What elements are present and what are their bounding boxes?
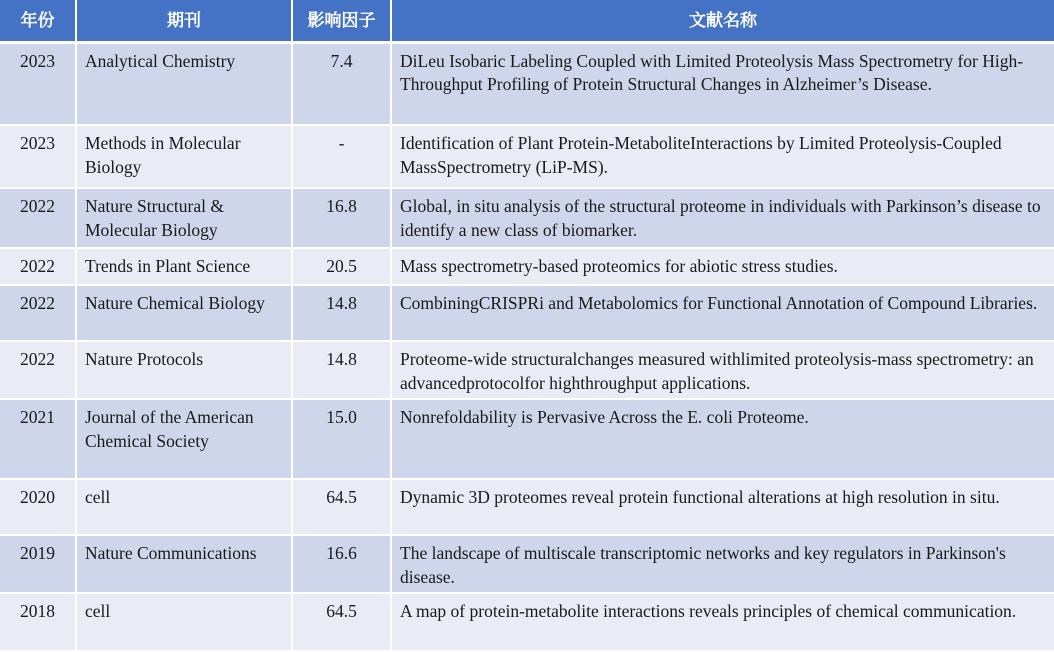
cell-impact-factor: 64.5: [292, 479, 391, 535]
cell-title: The landscape of multiscale transcriptomic networks and key regulators in Parkinson's disease.: [391, 535, 1054, 593]
cell-journal: Trends in Plant Science: [76, 248, 292, 285]
cell-title: Mass spectrometry-based proteomics for abiotic stress studies.: [391, 248, 1054, 285]
cell-journal: cell: [76, 593, 292, 651]
cell-impact-factor: 14.8: [292, 341, 391, 399]
cell-title: Dynamic 3D proteomes reveal protein functional alterations at high resolution in situ.: [391, 479, 1054, 535]
header-impact-factor: 影响因子: [292, 0, 391, 42]
cell-year: 2023: [0, 125, 76, 188]
cell-impact-factor: 16.8: [292, 188, 391, 248]
header-row: [0, 0, 1054, 42]
cell-title: Identification of Plant Protein-MetaboliteInteractions by Limited Proteolysis-Coupled MassSpectrometry (LiP-MS).: [391, 125, 1054, 188]
cell-year: 2022: [0, 248, 76, 285]
table-row: [0, 248, 1054, 285]
cell-title: Global, in situ analysis of the structural proteome in individuals with Parkinson’s disease to identify a new class of biomarker.: [391, 188, 1054, 248]
header-year: 年份: [0, 0, 76, 42]
cell-impact-factor: 16.6: [292, 535, 391, 593]
cell-title: Nonrefoldability is Pervasive Across the E. coli Proteome.: [391, 399, 1054, 479]
cell-title: A map of protein-metabolite interactions reveals principles of chemical communication.: [391, 593, 1054, 651]
cell-journal: Nature Structural & Molecular Biology: [76, 188, 292, 248]
cell-journal: Analytical Chemistry: [76, 42, 292, 125]
table-row: [0, 125, 1054, 188]
cell-journal: cell: [76, 479, 292, 535]
table-row: [0, 42, 1054, 125]
cell-title: Proteome-wide structuralchanges measured withlimited proteolysis-mass spectrometry: an advancedprotocolfor highthroughput applications.: [391, 341, 1054, 399]
cell-impact-factor: 7.4: [292, 42, 391, 125]
header-journal: 期刊: [76, 0, 292, 42]
cell-year: 2018: [0, 593, 76, 651]
cell-impact-factor: 64.5: [292, 593, 391, 651]
header-title: 文献名称: [391, 0, 1054, 42]
cell-year: 2022: [0, 341, 76, 399]
cell-year: 2022: [0, 188, 76, 248]
cell-title: DiLeu Isobaric Labeling Coupled with Limited Proteolysis Mass Spectrometry for High-Throughput Profiling of Protein Structural Changes in Alzheimer’s Disease.: [391, 42, 1054, 125]
cell-impact-factor: 15.0: [292, 399, 391, 479]
cell-journal: Nature Chemical Biology: [76, 285, 292, 341]
cell-journal: Journal of the American Chemical Society: [76, 399, 292, 479]
table-row: [0, 285, 1054, 341]
cell-journal: Nature Protocols: [76, 341, 292, 399]
cell-impact-factor: -: [292, 125, 391, 188]
cell-year: 2023: [0, 42, 76, 125]
cell-impact-factor: 20.5: [292, 248, 391, 285]
table-row: [0, 479, 1054, 535]
table-row: [0, 535, 1054, 593]
table-row: [0, 188, 1054, 248]
cell-year: 2020: [0, 479, 76, 535]
cell-year: 2019: [0, 535, 76, 593]
cell-journal: Methods in Molecular Biology: [76, 125, 292, 188]
table-row: [0, 341, 1054, 399]
cell-year: 2022: [0, 285, 76, 341]
cell-year: 2021: [0, 399, 76, 479]
cell-title: CombiningCRISPRi and Metabolomics for Functional Annotation of Compound Libraries.: [391, 285, 1054, 341]
table-row: [0, 593, 1054, 651]
cell-journal: Nature Communications: [76, 535, 292, 593]
table-row: [0, 399, 1054, 479]
cell-impact-factor: 14.8: [292, 285, 391, 341]
